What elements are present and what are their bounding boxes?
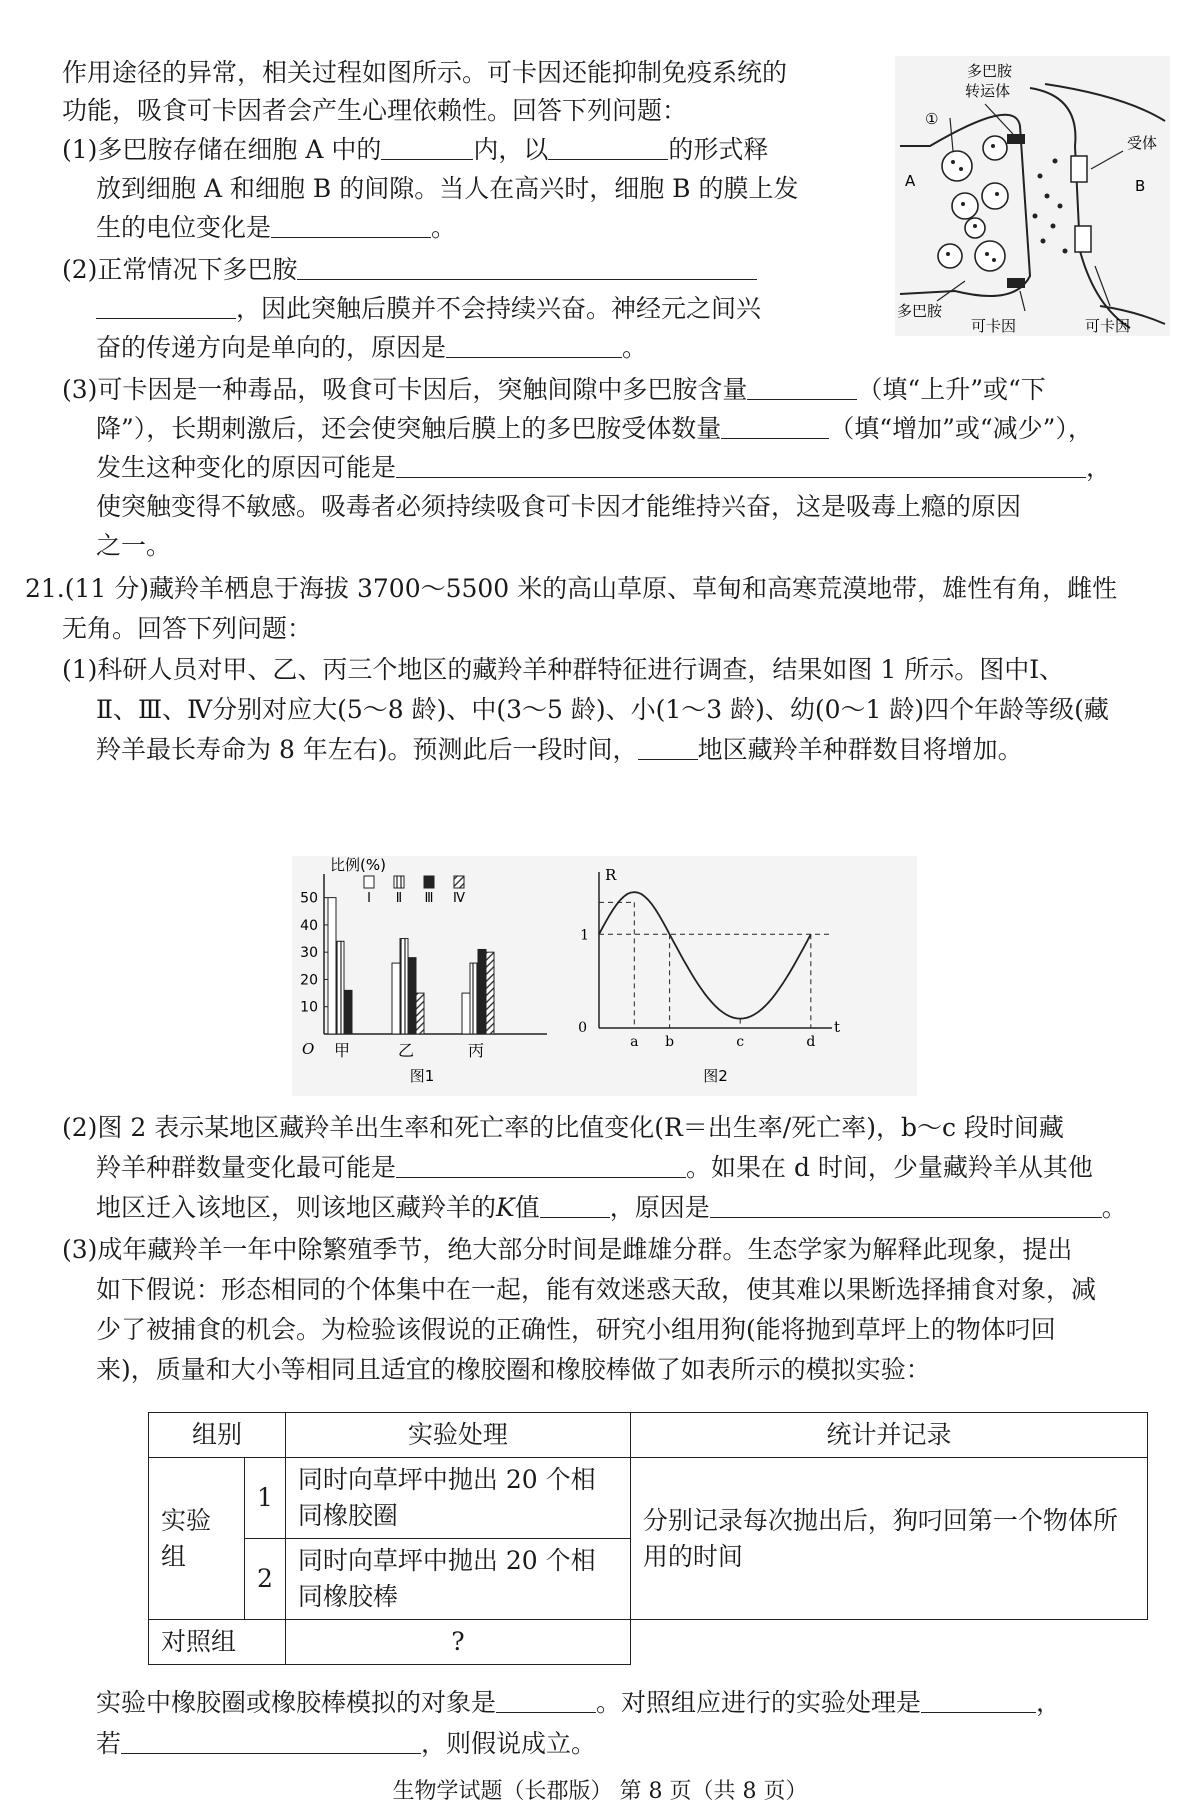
q20-part3-line1: (3)可卡因是一种毒品，吸食可卡因后，突触间隙中多巴胺含量 （填“上升”或“下 bbox=[62, 375, 1046, 404]
q21-after-line1: 实验中橡胶圈或橡胶棒模拟的对象是 。对照组应进行的实验处理是 ， bbox=[96, 1688, 1062, 1717]
fig2-ytick-0: 0 bbox=[578, 1020, 587, 1036]
label-receptor: 受体 bbox=[1127, 134, 1158, 152]
q20-part2-line3: 奋的传递方向是单向的，原因是 。 bbox=[96, 333, 648, 362]
q21-part1-line3: 羚羊最长寿命为 8 年左右)。预测此后一段时间， 地区藏羚羊种群数目将增加。 bbox=[96, 735, 1023, 764]
fig2-xtick-label: a bbox=[630, 1034, 639, 1050]
fig2-xtick-label: c bbox=[736, 1034, 745, 1050]
control-group-cell: 对照组 bbox=[149, 1620, 286, 1665]
experiment-group-cell: 实验组 bbox=[149, 1458, 245, 1620]
fig1-ytick-label: 40 bbox=[300, 917, 318, 934]
label-cell-b: B bbox=[1135, 177, 1146, 195]
q21-part3-line3: 少了被捕食的机会。为检验该假说的正确性，研究小组用狗(能将抛到草坪上的物体叼回 bbox=[96, 1315, 1056, 1344]
fig1-legend-label: Ⅰ bbox=[367, 891, 371, 906]
fig1-legend-label: Ⅳ bbox=[453, 891, 465, 906]
fig1-origin-label: O bbox=[302, 1040, 315, 1058]
fig1-bar bbox=[408, 958, 416, 1034]
fig1-bar bbox=[344, 990, 352, 1034]
receptor-bottom bbox=[1075, 226, 1091, 252]
q20-part3-line4: 使突触变得不敏感。吸毒者必须持续吸食可卡因才能维持兴奋，这是吸毒上瘾的原因 bbox=[96, 492, 1022, 521]
q21-part2-line3: 地区迁入该地区，则该地区藏羚羊的K值 ，原因是 。 bbox=[96, 1193, 1127, 1222]
fig1-ylabel: 比例(%) bbox=[330, 856, 386, 874]
q21-header-line2: 无角。回答下列问题： bbox=[62, 614, 313, 643]
q21-part2-line1: (2)图 2 表示某地区藏羚羊出生率和死亡率的比值变化(R＝出生率/死亡率)，b～c 段时间藏 bbox=[62, 1113, 1064, 1142]
fig1-legend-label: Ⅱ bbox=[395, 891, 403, 906]
fig1-legend-swatch bbox=[394, 876, 404, 888]
fig1-bar bbox=[336, 941, 344, 1034]
dopamine-transporter-top bbox=[1007, 134, 1025, 144]
fig1-ytick-label: 50 bbox=[300, 890, 318, 907]
label-marker-1: ① bbox=[925, 110, 939, 128]
q20-part2-line2: ，因此突触后膜并不会持续兴奋。神经元之间兴 bbox=[96, 292, 761, 326]
q21-part2-line2: 羚羊种群数量变化最可能是 。如果在 d 时间，少量藏羚羊从其他 bbox=[96, 1153, 1093, 1182]
fig2-ytick-1: 1 bbox=[580, 927, 589, 944]
q21-part3-line4: 来)，质量和大小等相同且适宜的橡胶圈和橡胶棒做了如表所示的模拟实验： bbox=[96, 1355, 931, 1384]
table-header-treatment: 实验处理 bbox=[285, 1413, 630, 1458]
fig1-legend-swatch bbox=[424, 876, 434, 888]
q20-part1-line2: 放到细胞 A 和细胞 B 的间隙。当人在高兴时，细胞 B 的膜上发 bbox=[96, 174, 799, 203]
q21-part1-line1: (1)科研人员对甲、乙、丙三个地区的藏羚羊种群特征进行调查，结果如图 1 所示。图中Ⅰ、 bbox=[62, 655, 1065, 684]
fig1-bar bbox=[416, 993, 424, 1034]
fig2-xtick-label: d bbox=[806, 1034, 816, 1050]
fig1-bar bbox=[400, 939, 408, 1034]
fig1-ytick-label: 20 bbox=[300, 972, 318, 989]
fig1-ytick-label: 10 bbox=[300, 999, 318, 1016]
fig2-ylabel: R bbox=[605, 866, 617, 884]
q20-part3-line3: 发生这种变化的原因可能是 ， bbox=[96, 453, 1112, 482]
fig1-bar bbox=[462, 993, 470, 1034]
fig1-category-label: 丙 bbox=[467, 1041, 485, 1060]
fig1-legend-swatch bbox=[454, 876, 464, 888]
label-cell-a: A bbox=[905, 172, 916, 190]
q21-after-line2: 若 ，则假说成立。 bbox=[96, 1729, 597, 1758]
receptor-top bbox=[1071, 156, 1087, 182]
fig1-bar bbox=[470, 963, 478, 1034]
control-treatment: ? bbox=[285, 1620, 630, 1665]
label-dopamine: 多巴胺 bbox=[897, 302, 943, 320]
experiment-table bbox=[148, 1412, 1148, 1665]
row1-treatment: 同时向草坪中抛出 20 个相同橡胶圈 bbox=[285, 1458, 630, 1539]
fig1-category-label: 乙 bbox=[397, 1041, 415, 1060]
q20-part3-line5: 之一。 bbox=[96, 531, 172, 560]
table-header-record: 统计并记录 bbox=[630, 1413, 1147, 1458]
q20-part3-line2: 降”），长期刺激后，还会使突触后膜上的多巴胺受体数量 （填“增加”或“减少”）， bbox=[96, 414, 1093, 443]
fig1-category-label: 甲 bbox=[333, 1041, 351, 1060]
row1-number: 1 bbox=[245, 1458, 286, 1539]
fig1-title: 图1 bbox=[409, 1067, 435, 1085]
page-footer: 生物学试题（长郡版） 第 8 页（共 8 页） bbox=[392, 1779, 808, 1804]
label-cocaine-1: 可卡因 bbox=[971, 317, 1017, 335]
fig2-title: 图2 bbox=[703, 1067, 728, 1085]
row2-treatment: 同时向草坪中抛出 20 个相同橡胶棒 bbox=[285, 1539, 630, 1620]
fig1-bar bbox=[392, 963, 400, 1034]
label-dopamine-transporter: 多巴胺 bbox=[967, 62, 1013, 80]
q20-intro-line2: 功能，吸食可卡因者会产生心理依赖性。回答下列问题： bbox=[62, 96, 688, 125]
fig2-xlabel: t bbox=[834, 1018, 841, 1036]
q20-intro-line1: 作用途径的异常，相关过程如图所示。可卡因还能抑制免疫系统的 bbox=[62, 58, 788, 87]
q20-part2-line1: (2)正常情况下多巴胺 bbox=[62, 253, 757, 287]
fig1-bar bbox=[328, 898, 336, 1034]
q21-part3-line2: 如下假说：形态相同的个体集中在一起，能有效迷惑天敌，使其难以果断选择捕食对象，减 bbox=[96, 1275, 1097, 1304]
q20-part1-line3: 生的电位变化是 。 bbox=[96, 213, 457, 242]
synapse-figure bbox=[895, 56, 1170, 336]
record-cell: 分别记录每次抛出后，狗叼回第一个物体所用的时间 bbox=[630, 1458, 1147, 1620]
row2-number: 2 bbox=[245, 1539, 286, 1620]
table-header-group: 组别 bbox=[149, 1413, 286, 1458]
fig1-bar bbox=[486, 952, 494, 1034]
label-cocaine-2: 可卡因 bbox=[1085, 317, 1131, 335]
population-figures bbox=[292, 856, 917, 1096]
label-transporter: 转运体 bbox=[965, 82, 1011, 100]
fig1-legend-label: Ⅲ bbox=[424, 891, 434, 906]
q21-part1-line2: Ⅱ、Ⅲ、Ⅳ分别对应大(5～8 龄)、中(3～5 龄)、小(1～3 龄)、幼(0～1 龄)四个年龄等级(藏 bbox=[96, 695, 1109, 724]
q21-header-line1: 21.(11 分)藏羚羊栖息于海拔 3700～5500 米的高山草原、草甸和高寒荒漠地带，雄性有角，雌性 bbox=[25, 574, 1118, 603]
q20-part1-line1: (1)多巴胺存储在细胞 A 中的 内，以 的形式释 bbox=[62, 135, 769, 164]
fig2-xtick-label: b bbox=[665, 1034, 675, 1050]
dopamine-transporter-bottom bbox=[1007, 278, 1025, 288]
q21-part3-line1: (3)成年藏羚羊一年中除繁殖季节，绝大部分时间是雌雄分群。生态学家为解释此现象，提出 bbox=[62, 1235, 1073, 1264]
fig1-ytick-label: 30 bbox=[300, 945, 318, 962]
fig1-legend-swatch bbox=[364, 876, 374, 888]
fig1-bar bbox=[478, 949, 486, 1034]
